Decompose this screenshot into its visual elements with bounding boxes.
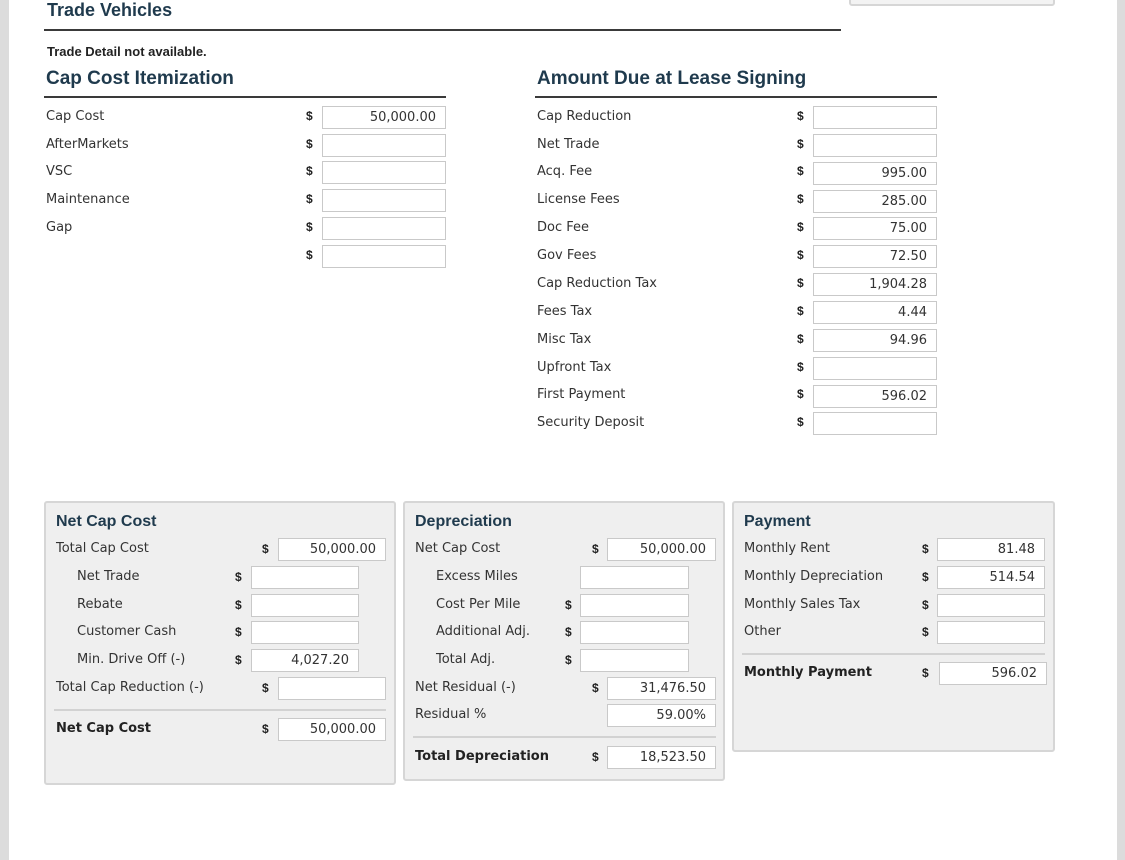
depreciation-panel-title: Depreciation: [415, 513, 512, 530]
pay-label-monthly-sales-tax: Monthly Sales Tax: [744, 597, 861, 612]
ad-security-deposit-input[interactable]: [813, 412, 937, 435]
ncc-dollar-sign: $: [235, 653, 242, 667]
ad-label-upfront-tax: Upfront Tax: [537, 360, 612, 375]
dep-dollar-sign: $: [592, 542, 599, 556]
dep-dollar-sign: $: [592, 681, 599, 695]
ad-license-fees-input[interactable]: 285.00: [813, 190, 937, 213]
ad-misc-tax-input[interactable]: 94.96: [813, 329, 937, 352]
ncc-separator: [54, 709, 386, 711]
lease-worksheet-page: [9, 0, 1117, 860]
dep-label-excess-miles: Excess Miles: [436, 569, 518, 584]
trade-vehicles-rule: [44, 29, 841, 31]
ad-upfront-tax-input[interactable]: [813, 357, 937, 380]
pay-separator: [742, 653, 1045, 655]
dep-cost-per-mile-input[interactable]: [580, 594, 689, 617]
pay-label-monthly-rent: Monthly Rent: [744, 541, 830, 556]
dep-label-total-depreciation: Total Depreciation: [415, 749, 549, 764]
ncc-label-min-drive-off: Min. Drive Off (-): [77, 652, 186, 667]
pay-dollar-sign: $: [922, 542, 929, 556]
cci-dollar-sign: $: [306, 248, 313, 262]
ad-dollar-sign: $: [797, 276, 804, 290]
ad-dollar-sign: $: [797, 192, 804, 206]
dep-dollar-sign: $: [592, 750, 599, 764]
ad-first-payment-input[interactable]: 596.02: [813, 385, 937, 408]
ncc-total-cap-cost-input[interactable]: 50,000.00: [278, 538, 386, 561]
dep-total-depreciation-input[interactable]: 18,523.50: [607, 746, 716, 769]
pay-monthly-payment-input[interactable]: 596.02: [939, 662, 1047, 685]
ncc-label-net-trade: Net Trade: [77, 569, 140, 584]
cci-label-gap: Gap: [46, 220, 73, 235]
pay-label-monthly-payment: Monthly Payment: [744, 665, 872, 680]
pay-monthly-sales-tax-input[interactable]: [937, 594, 1045, 617]
ad-doc-fee-input[interactable]: 75.00: [813, 217, 937, 240]
trade-detail-note: Trade Detail not available.: [47, 44, 207, 59]
ncc-net-cap-cost-input[interactable]: 50,000.00: [278, 718, 386, 741]
dep-separator: [413, 736, 716, 738]
ncc-dollar-sign: $: [235, 598, 242, 612]
ncc-customer-cash-input[interactable]: [251, 621, 359, 644]
ad-label-misc-tax: Misc Tax: [537, 332, 592, 347]
cap-cost-itemization-heading: Cap Cost Itemization: [46, 68, 234, 89]
ncc-net-trade-input[interactable]: [251, 566, 359, 589]
dep-label-net-residual: Net Residual (-): [415, 680, 516, 695]
dep-label-residual-pct: Residual %: [415, 707, 487, 722]
ncc-dollar-sign: $: [235, 625, 242, 639]
ncc-label-total-cap-reduction: Total Cap Reduction (-): [56, 680, 204, 695]
cci-dollar-sign: $: [306, 192, 313, 206]
ncc-label-rebate: Rebate: [77, 597, 123, 612]
cci-label-vsc: VSC: [46, 164, 73, 179]
ad-label-cap-reduction-tax: Cap Reduction Tax: [537, 276, 657, 291]
ncc-label-customer-cash: Customer Cash: [77, 624, 177, 639]
ad-net-trade-input[interactable]: [813, 134, 937, 157]
cci-dollar-sign: $: [306, 109, 313, 123]
ncc-dollar-sign: $: [262, 542, 269, 556]
ad-dollar-sign: $: [797, 164, 804, 178]
cci-maintenance-input[interactable]: [322, 189, 446, 212]
ad-label-gov-fees: Gov Fees: [537, 248, 597, 263]
cci-gap-input[interactable]: [322, 217, 446, 240]
ad-dollar-sign: $: [797, 304, 804, 318]
ad-dollar-sign: $: [797, 332, 804, 346]
ad-dollar-sign: $: [797, 137, 804, 151]
ncc-dollar-sign: $: [235, 570, 242, 584]
dep-dollar-sign: $: [565, 598, 572, 612]
cci-label-aftermarkets: AfterMarkets: [46, 137, 129, 152]
dep-additional-adj-input[interactable]: [580, 621, 689, 644]
dep-residual-pct-input[interactable]: 59.00%: [607, 704, 716, 727]
dep-label-net-cap-cost: Net Cap Cost: [415, 541, 501, 556]
ad-gov-fees-input[interactable]: 72.50: [813, 245, 937, 268]
dep-label-cost-per-mile: Cost Per Mile: [436, 597, 521, 612]
dep-dollar-sign: $: [565, 653, 572, 667]
cci-extra-input[interactable]: [322, 245, 446, 268]
cci-label-maintenance: Maintenance: [46, 192, 130, 207]
ad-label-fees-tax: Fees Tax: [537, 304, 593, 319]
pay-monthly-depreciation-input[interactable]: 514.54: [937, 566, 1045, 589]
dep-dollar-sign: $: [565, 625, 572, 639]
ad-dollar-sign: $: [797, 220, 804, 234]
ad-label-net-trade: Net Trade: [537, 137, 600, 152]
cci-cap-cost-input[interactable]: 50,000.00: [322, 106, 446, 129]
dep-excess-miles-input[interactable]: [580, 566, 689, 589]
ad-label-doc-fee: Doc Fee: [537, 220, 590, 235]
ncc-rebate-input[interactable]: [251, 594, 359, 617]
dep-label-additional-adj: Additional Adj.: [436, 624, 531, 639]
ad-label-cap-reduction: Cap Reduction: [537, 109, 632, 124]
pay-dollar-sign: $: [922, 666, 929, 680]
amount-due-rule: [535, 96, 937, 98]
ad-dollar-sign: $: [797, 248, 804, 262]
cci-vsc-input[interactable]: [322, 161, 446, 184]
cci-aftermarkets-input[interactable]: [322, 134, 446, 157]
ncc-dollar-sign: $: [262, 681, 269, 695]
ncc-dollar-sign: $: [262, 722, 269, 736]
cci-dollar-sign: $: [306, 137, 313, 151]
ad-cap-reduction-tax-input[interactable]: 1,904.28: [813, 273, 937, 296]
ncc-min-drive-off-input[interactable]: 4,027.20: [251, 649, 359, 672]
ad-acq-fee-input[interactable]: 995.00: [813, 162, 937, 185]
pay-label-other: Other: [744, 624, 781, 639]
pay-other-input[interactable]: [937, 621, 1045, 644]
pay-dollar-sign: $: [922, 570, 929, 584]
pay-label-monthly-depreciation: Monthly Depreciation: [744, 569, 884, 584]
pay-monthly-rent-input[interactable]: 81.48: [937, 538, 1045, 561]
ncc-label-net-cap-cost: Net Cap Cost: [56, 721, 152, 736]
pay-dollar-sign: $: [922, 625, 929, 639]
ncc-total-cap-reduction-input[interactable]: [278, 677, 386, 700]
trade-vehicles-heading: Trade Vehicles: [47, 0, 173, 20]
ad-label-acq-fee: Acq. Fee: [537, 164, 593, 179]
pay-dollar-sign: $: [922, 598, 929, 612]
ad-dollar-sign: $: [797, 109, 804, 123]
payment-panel-title: Payment: [744, 513, 811, 530]
ncc-label-total-cap-cost: Total Cap Cost: [56, 541, 149, 556]
ad-label-first-payment: First Payment: [537, 387, 626, 402]
amount-due-heading: Amount Due at Lease Signing: [537, 68, 807, 89]
cci-label-cap-cost: Cap Cost: [46, 109, 105, 124]
cci-dollar-sign: $: [306, 164, 313, 178]
ad-dollar-sign: $: [797, 360, 804, 374]
dep-net-residual-input[interactable]: 31,476.50: [607, 677, 716, 700]
net-cap-cost-panel-title: Net Cap Cost: [56, 513, 157, 530]
ad-cap-reduction-input[interactable]: [813, 106, 937, 129]
dep-net-cap-cost-input[interactable]: 50,000.00: [607, 538, 716, 561]
top-right-box-edge: [849, 0, 1055, 6]
cap-cost-itemization-rule: [44, 96, 446, 98]
ad-label-license-fees: License Fees: [537, 192, 620, 207]
dep-label-total-adj: Total Adj.: [436, 652, 496, 667]
dep-total-adj-input[interactable]: [580, 649, 689, 672]
ad-label-security-deposit: Security Deposit: [537, 415, 645, 430]
ad-fees-tax-input[interactable]: 4.44: [813, 301, 937, 324]
ad-dollar-sign: $: [797, 387, 804, 401]
cci-dollar-sign: $: [306, 220, 313, 234]
ad-dollar-sign: $: [797, 415, 804, 429]
